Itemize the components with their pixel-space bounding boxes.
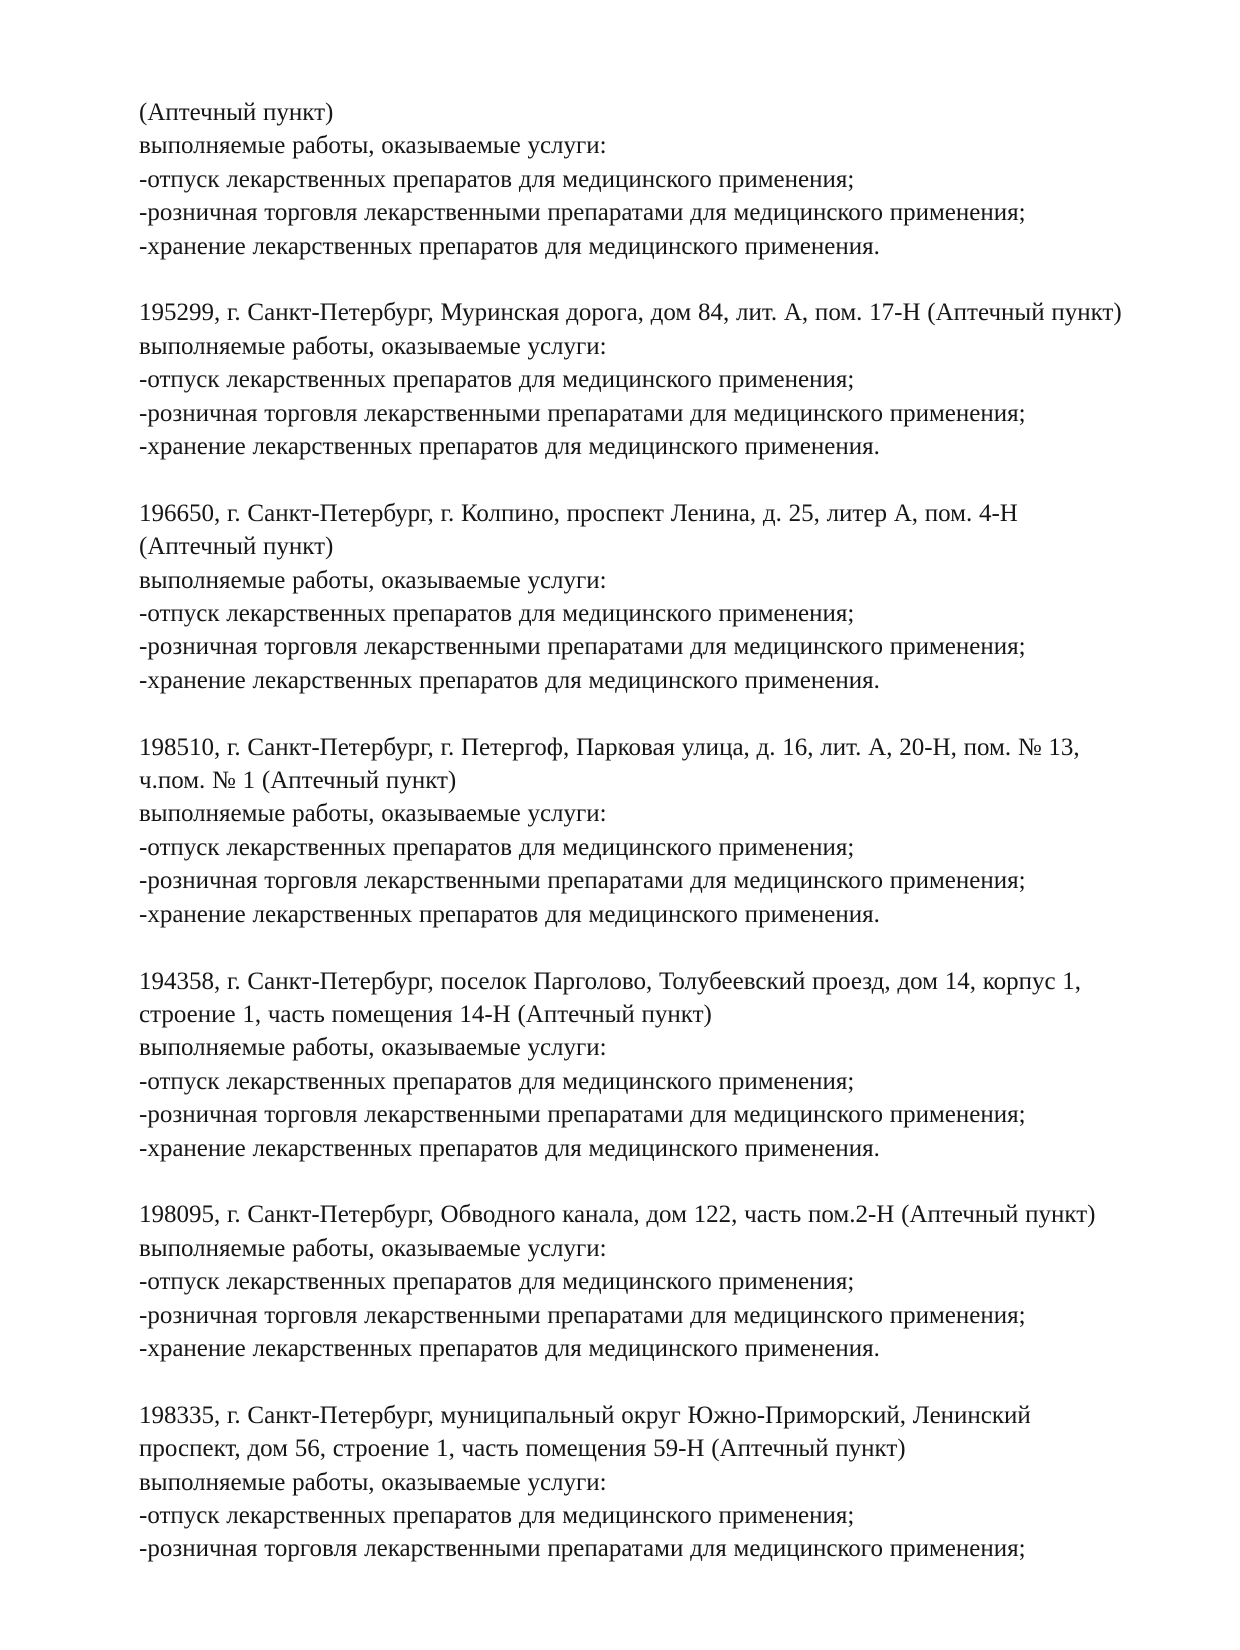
pharmacy-entry — [139, 1198, 1124, 1365]
pharmacy-address: 195299, г. Санкт-Петербург, Муринская дорога, дом 84, лит. А, пом. 17-Н (Аптечный пункт) — [139, 299, 1122, 327]
service-item: -отпуск лекарственных препаратов для медицинского применения; — [139, 833, 855, 861]
service-item: -отпуск лекарственных препаратов для медицинского применения; — [139, 1067, 855, 1095]
service-item: -хранение лекарственных препаратов для медицинского применения. — [139, 232, 880, 260]
service-item: -хранение лекарственных препаратов для медицинского применения. — [139, 1334, 880, 1362]
service-item: -хранение лекарственных препаратов для медицинского применения. — [139, 433, 880, 461]
service-item: -розничная торговля лекарственными препаратами для медицинского применения; — [139, 1101, 1026, 1129]
service-item: -хранение лекарственных препаратов для медицинского применения. — [139, 900, 880, 928]
services-intro: выполняемые работы, оказываемые услуги: — [139, 800, 607, 828]
service-item: -розничная торговля лекарственными препаратами для медицинского применения; — [139, 867, 1026, 895]
service-item: -розничная торговля лекарственными препаратами для медицинского применения; — [139, 1535, 1026, 1563]
service-item: -отпуск лекарственных препаратов для медицинского применения; — [139, 600, 855, 628]
services-intro: выполняемые работы, оказываемые услуги: — [139, 1234, 607, 1262]
services-intro: выполняемые работы, оказываемые услуги: — [139, 1034, 607, 1062]
pharmacy-entry — [139, 731, 1124, 931]
service-item: -хранение лекарственных препаратов для медицинского применения. — [139, 1134, 880, 1162]
service-item: -отпуск лекарственных препаратов для медицинского применения; — [139, 1268, 855, 1296]
service-item: -розничная торговля лекарственными препаратами для медицинского применения; — [139, 1301, 1026, 1329]
service-item: -отпуск лекарственных препаратов для медицинского применения; — [139, 165, 855, 193]
services-intro: выполняемые работы, оказываемые услуги: — [139, 332, 607, 360]
pharmacy-address: 198510, г. Санкт-Петербург, г. Петергоф, Парковая улица, д. 16, лит. А, 20-Н, пом. № 13, ч.пом. № 1 (Аптечный пункт) — [139, 733, 1080, 795]
pharmacy-address: 198095, г. Санкт-Петербург, Обводного канала, дом 122, часть пом.2-Н (Аптечный пункт) — [139, 1201, 1096, 1229]
pharmacy-address: 196650, г. Санкт-Петербург, г. Колпино, проспект Ленина, д. 25, литер А, пом. 4-Н (Аптечный пункт) — [139, 499, 1018, 561]
pharmacy-entry — [139, 965, 1124, 1165]
services-intro: выполняемые работы, оказываемые услуги: — [139, 1468, 607, 1496]
pharmacy-address: 194358, г. Санкт-Петербург, поселок Парголово, Толубеевский проезд, дом 14, корпус 1, строение 1, часть помещения 14-Н (Аптечный пункт) — [139, 967, 1082, 1028]
service-item: -отпуск лекарственных препаратов для медицинского применения; — [139, 1501, 855, 1529]
services-intro: выполняемые работы, оказываемые услуги: — [139, 132, 607, 160]
service-item: -хранение лекарственных препаратов для медицинского применения. — [139, 666, 880, 694]
service-item: -розничная торговля лекарственными препаратами для медицинского применения; — [139, 199, 1026, 227]
service-item: -розничная торговля лекарственными препаратами для медицинского применения; — [139, 399, 1026, 427]
service-item: -отпуск лекарственных препаратов для медицинского применения; — [139, 366, 855, 394]
pharmacy-entry — [139, 296, 1124, 463]
services-intro: выполняемые работы, оказываемые услуги: — [139, 566, 607, 594]
pharmacy-entry — [139, 96, 1124, 263]
pharmacy-address: 198335, г. Санкт-Петербург, муниципальный округ Южно-Приморский, Ленинский проспект, дом 56, строение 1, часть помещения 59-Н (Аптечный пункт) — [139, 1401, 1031, 1463]
service-item: -розничная торговля лекарственными препаратами для медицинского применения; — [139, 633, 1026, 661]
pharmacy-entry — [139, 497, 1124, 697]
pharmacy-entry — [139, 1399, 1124, 1566]
pharmacy-address: (Аптечный пункт) — [139, 99, 334, 126]
